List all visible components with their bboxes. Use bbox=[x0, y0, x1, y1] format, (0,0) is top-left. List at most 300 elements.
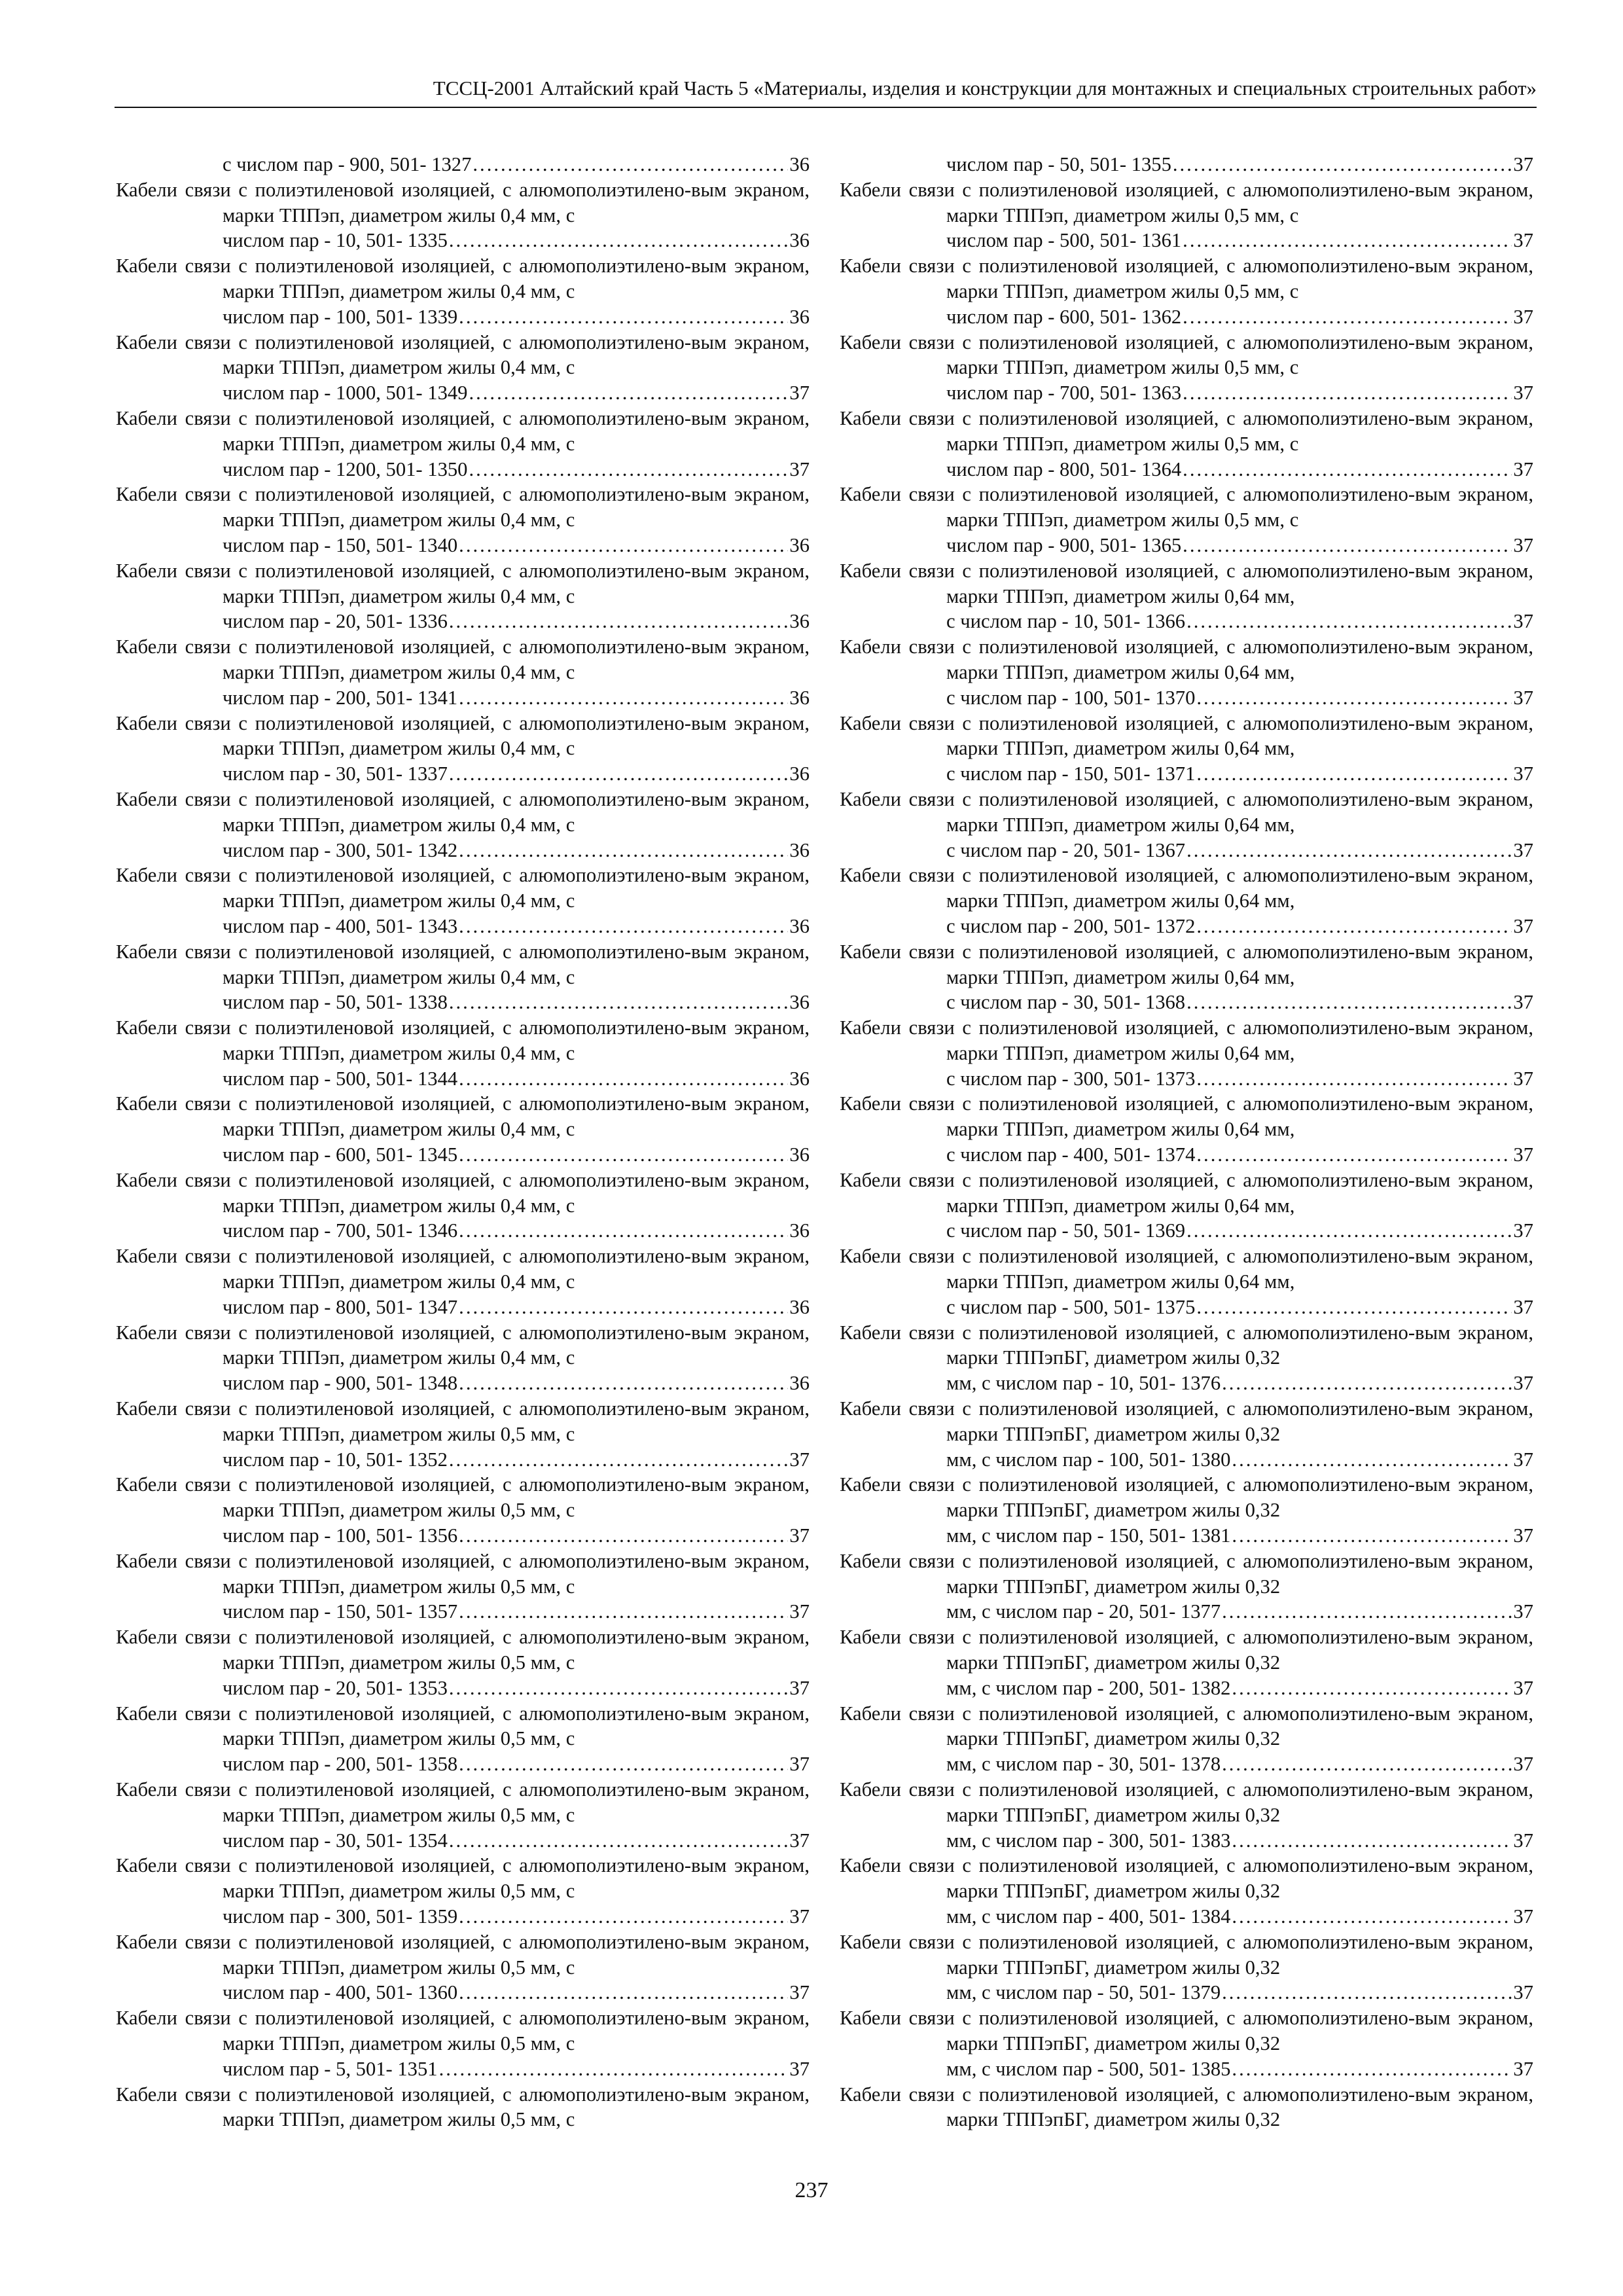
index-entry-text: Кабели связи с полиэтиленовой изоляцией, с алюмополиэтилено-вым экраном, марки ТППэп, диаметром жилы 0,4 мм, с bbox=[116, 1016, 810, 1064]
index-entry-tail: числом пар - 5, 501- 1351 bbox=[223, 2057, 438, 2080]
index-entry-tail: числом пар - 700, 501- 1363 bbox=[946, 382, 1182, 404]
dot-leader bbox=[459, 1066, 788, 1092]
dot-leader bbox=[1186, 1218, 1512, 1244]
dot-leader bbox=[1186, 609, 1512, 634]
index-entry-text: Кабели связи с полиэтиленовой изоляцией, с алюмополиэтилено-вым экраном, марки ТППэп, диаметром жилы 0,4 мм, с bbox=[116, 331, 810, 379]
index-entry bbox=[840, 406, 1533, 482]
index-entry bbox=[116, 863, 810, 939]
index-entry bbox=[840, 1472, 1533, 1548]
index-entry-tail: мм, с числом пар - 300, 501- 1383 bbox=[946, 1829, 1231, 1852]
index-entry-page-ref: 37 bbox=[789, 1829, 810, 1852]
index-entry-text: Кабели связи с полиэтиленовой изоляцией, с алюмополиэтилено-вым экраном, марки ТППэп, диаметром жилы 0,5 мм, с bbox=[116, 2007, 810, 2054]
index-entry-text: Кабели связи с полиэтиленовой изоляцией, с алюмополиэтилено-вым экраном, марки ТППэп, диаметром жилы 0,4 мм, с bbox=[116, 1168, 810, 1217]
index-entry-tail: числом пар - 900, 501- 1348 bbox=[223, 1372, 458, 1395]
index-entry-tail: числом пар - 800, 501- 1347 bbox=[223, 1295, 458, 1318]
index-entry-text: Кабели связи с полиэтиленовой изоляцией, с алюмополиэтилено-вым экраном, марки ТППэп, диаметром жилы 0,4 мм, с bbox=[116, 559, 810, 607]
dot-leader bbox=[1183, 228, 1512, 253]
index-entry-text: Кабели связи с полиэтиленовой изоляцией, с алюмополиэтилено-вым экраном, марки ТППэп, диаметром жилы 0,5 мм, с bbox=[840, 406, 1533, 455]
dot-leader bbox=[449, 609, 789, 634]
index-entry bbox=[116, 1472, 810, 1548]
index-entry-text: Кабели связи с полиэтиленовой изоляцией, с алюмополиэтилено-вым экраном, марки ТППэп, диаметром жилы 0,64 мм, bbox=[840, 1092, 1533, 1141]
index-entry-leader-line bbox=[946, 380, 1533, 406]
dot-leader bbox=[459, 533, 788, 558]
index-entry-leader-line bbox=[223, 990, 810, 1015]
index-entry bbox=[116, 177, 810, 253]
index-entry-leader-line bbox=[946, 685, 1533, 711]
index-entry bbox=[116, 406, 810, 482]
index-entry bbox=[840, 1168, 1533, 1244]
index-entry bbox=[840, 482, 1533, 558]
index-entry-page-ref: 37 bbox=[789, 1905, 810, 1928]
index-entry-tail: с числом пар - 150, 501- 1371 bbox=[946, 762, 1196, 785]
index-entry bbox=[116, 1777, 810, 1853]
index-entry bbox=[840, 2082, 1533, 2133]
index-entry bbox=[840, 863, 1533, 939]
index-entry bbox=[840, 152, 1533, 177]
index-entry-text: Кабели связи с полиэтиленовой изоляцией, с алюмополиэтилено-вым экраном, марки ТППэп, диаметром жилы 0,64 мм, bbox=[840, 1168, 1533, 1217]
index-entry-tail: числом пар - 600, 501- 1345 bbox=[223, 1143, 458, 1166]
dot-leader bbox=[449, 990, 789, 1015]
index-entry-leader-line bbox=[223, 1676, 810, 1701]
index-entry-tail: числом пар - 30, 501- 1354 bbox=[223, 1829, 448, 1852]
index-entry-page-ref: 37 bbox=[1513, 2057, 1533, 2080]
index-entry-leader-line bbox=[223, 380, 810, 406]
index-entry-text: Кабели связи с полиэтиленовой изоляцией, с алюмополиэтилено-вым экраном, марки ТППэп, диаметром жилы 0,5 мм, с bbox=[840, 178, 1533, 226]
index-entry bbox=[840, 1091, 1533, 1167]
index-entry bbox=[840, 1777, 1533, 1853]
index-entry bbox=[116, 1624, 810, 1700]
dot-leader bbox=[1232, 1447, 1512, 1473]
index-entry bbox=[116, 787, 810, 863]
index-entry-leader-line bbox=[946, 1980, 1533, 2005]
index-entry-leader-line bbox=[223, 1295, 810, 1320]
index-entry-tail: числом пар - 100, 501- 1356 bbox=[223, 1524, 458, 1547]
index-entry-tail: числом пар - 100, 501- 1339 bbox=[223, 305, 458, 328]
index-entry-text: Кабели связи с полиэтиленовой изоляцией, с алюмополиэтилено-вым экраном, марки ТППэпБГ, диаметром жилы 0,32 bbox=[840, 1854, 1533, 1903]
dot-leader bbox=[1196, 1142, 1512, 1168]
index-entry bbox=[840, 1929, 1533, 2005]
dot-leader bbox=[1186, 990, 1512, 1015]
index-entry-tail: с числом пар - 200, 501- 1372 bbox=[946, 914, 1196, 937]
index-entry-tail: числом пар - 1000, 501- 1349 bbox=[223, 382, 468, 404]
dot-leader bbox=[1196, 914, 1512, 939]
index-entry bbox=[116, 1549, 810, 1624]
index-entry-text: Кабели связи с полиэтиленовой изоляцией, с алюмополиэтилено-вым экраном, марки ТППэп, диаметром жилы 0,4 мм, с bbox=[116, 406, 810, 455]
index-entry-leader-line bbox=[223, 1980, 810, 2005]
index-entry bbox=[116, 330, 810, 406]
dot-leader bbox=[1222, 1751, 1512, 1777]
index-entry-page-ref: 36 bbox=[789, 838, 810, 861]
index-entry bbox=[116, 939, 810, 1015]
index-entry-leader-line bbox=[223, 152, 810, 177]
index-entry-tail: с числом пар - 30, 501- 1368 bbox=[946, 991, 1186, 1014]
index-entry bbox=[116, 1091, 810, 1167]
index-entry bbox=[840, 1015, 1533, 1091]
index-entry bbox=[116, 1929, 810, 2005]
index-entry-leader-line bbox=[946, 304, 1533, 330]
dot-leader bbox=[459, 914, 788, 939]
index-entry-text: Кабели связи с полиэтиленовой изоляцией, с алюмополиэтилено-вым экраном, марки ТППэп, диаметром жилы 0,4 мм, с bbox=[116, 483, 810, 531]
index-entry-tail: числом пар - 800, 501- 1364 bbox=[946, 457, 1182, 480]
dot-leader bbox=[449, 228, 789, 253]
index-entry bbox=[840, 2005, 1533, 2081]
index-entry-text: Кабели связи с полиэтиленовой изоляцией, с алюмополиэтилено-вым экраном, марки ТППэп, диаметром жилы 0,64 мм, bbox=[840, 636, 1533, 683]
dot-leader bbox=[1183, 533, 1512, 558]
index-entry-text: Кабели связи с полиэтиленовой изоляцией, с алюмополиэтилено-вым экраном, марки ТППэпБГ, диаметром жилы 0,32 bbox=[840, 1626, 1533, 1674]
index-entry-leader-line bbox=[946, 1066, 1533, 1092]
index-entry-tail: числом пар - 20, 501- 1336 bbox=[223, 610, 448, 633]
index-entry-text: Кабели связи с полиэтиленовой изоляцией, с алюмополиэтилено-вым экраном, марки ТППэп, диаметром жилы 0,5 мм, с bbox=[116, 1549, 810, 1598]
index-entry-text: Кабели связи с полиэтиленовой изоляцией, с алюмополиэтилено-вым экраном, марки ТППэпБГ, диаметром жилы 0,32 bbox=[840, 1397, 1533, 1445]
index-entry-page-ref: 37 bbox=[789, 1600, 810, 1623]
index-entry-text: Кабели связи с полиэтиленовой изоляцией, с алюмополиэтилено-вым экраном, марки ТППэп, диаметром жилы 0,4 мм, с bbox=[116, 1092, 810, 1141]
index-entry-tail: числом пар - 150, 501- 1340 bbox=[223, 533, 458, 556]
dot-leader bbox=[1232, 2056, 1512, 2082]
index-entry-tail: числом пар - 500, 501- 1361 bbox=[946, 229, 1182, 252]
dot-leader bbox=[469, 380, 788, 406]
index-entry bbox=[840, 1701, 1533, 1777]
index-entry-leader-line bbox=[946, 2056, 1533, 2082]
index-entry-leader-line bbox=[223, 1447, 810, 1473]
index-entry-leader-line bbox=[946, 1218, 1533, 1244]
dot-leader bbox=[459, 685, 788, 711]
index-entry-text: Кабели связи с полиэтиленовой изоляцией, с алюмополиэтилено-вым экраном, марки ТППэпБГ, диаметром жилы 0,32 bbox=[840, 1473, 1533, 1522]
index-entry-leader-line bbox=[223, 914, 810, 939]
index-entry bbox=[116, 152, 810, 177]
index-entry-page-ref: 37 bbox=[1513, 1905, 1533, 1928]
index-entry-text: Кабели связи с полиэтиленовой изоляцией, с алюмополиэтилено-вым экраном, марки ТППэп, диаметром жилы 0,4 мм, с bbox=[116, 940, 810, 988]
index-entry bbox=[840, 1624, 1533, 1700]
index-entry-page-ref: 37 bbox=[1513, 1600, 1533, 1623]
index-entry-tail: с числом пар - 10, 501- 1366 bbox=[946, 610, 1186, 633]
index-entry-tail: числом пар - 400, 501- 1360 bbox=[223, 1981, 458, 2004]
index-entry-leader-line bbox=[223, 838, 810, 863]
index-entry-tail: мм, с числом пар - 10, 501- 1376 bbox=[946, 1372, 1221, 1395]
index-entry-leader-line bbox=[223, 304, 810, 330]
dot-leader bbox=[1173, 152, 1512, 177]
index-entry-tail: числом пар - 600, 501- 1362 bbox=[946, 305, 1182, 328]
index-entry bbox=[116, 253, 810, 329]
index-entry-page-ref: 37 bbox=[1513, 914, 1533, 937]
index-entry-text: Кабели связи с полиэтиленовой изоляцией, с алюмополиэтилено-вым экраном, марки ТППэп, диаметром жилы 0,5 мм, с bbox=[116, 1854, 810, 1903]
index-entry bbox=[116, 1320, 810, 1396]
index-entry bbox=[116, 711, 810, 787]
index-entry-page-ref: 36 bbox=[789, 762, 810, 785]
index-entry-tail: числом пар - 900, 501- 1365 bbox=[946, 533, 1182, 556]
index-entry-text: Кабели связи с полиэтиленовой изоляцией, с алюмополиэтилено-вым экраном, марки ТППэпБГ, диаметром жилы 0,32 bbox=[840, 2083, 1533, 2131]
dot-leader bbox=[459, 1751, 788, 1777]
index-entry-leader-line bbox=[223, 1904, 810, 1929]
index-entry-tail: числом пар - 200, 501- 1358 bbox=[223, 1753, 458, 1776]
index-entry bbox=[840, 939, 1533, 1015]
index-entry-text: Кабели связи с полиэтиленовой изоляцией, с алюмополиэтилено-вым экраном, марки ТППэпБГ, диаметром жилы 0,32 bbox=[840, 2007, 1533, 2054]
index-entry-leader-line bbox=[946, 761, 1533, 787]
index-entry-tail: с числом пар - 300, 501- 1373 bbox=[946, 1067, 1196, 1090]
index-entry-text: Кабели связи с полиэтиленовой изоляцией, с алюмополиэтилено-вым экраном, марки ТППэп, диаметром жилы 0,5 мм, с bbox=[840, 331, 1533, 379]
dot-leader bbox=[449, 1676, 789, 1701]
index-entry-leader-line bbox=[223, 1828, 810, 1854]
dot-leader bbox=[1196, 1066, 1512, 1092]
page-number: 237 bbox=[794, 2178, 829, 2202]
index-entry-text: Кабели связи с полиэтиленовой изоляцией, с алюмополиэтилено-вым экраном, марки ТППэп, диаметром жилы 0,5 мм, с bbox=[116, 2083, 810, 2131]
index-entry-leader-line bbox=[223, 1142, 810, 1168]
index-entry-leader-line bbox=[946, 1676, 1533, 1701]
index-entry-leader-line bbox=[223, 457, 810, 482]
index-entry-text: Кабели связи с полиэтиленовой изоляцией, с алюмополиэтилено-вым экраном, марки ТППэп, диаметром жилы 0,64 мм, bbox=[840, 787, 1533, 836]
index-entry-page-ref: 37 bbox=[1513, 1219, 1533, 1242]
document-title: ТССЦ-2001 Алтайский край Часть 5 «Материалы, изделия и конструкции для монтажных и специальных строительных работ» bbox=[433, 77, 1537, 99]
index-entry-tail: числом пар - 200, 501- 1341 bbox=[223, 686, 458, 709]
index-entry bbox=[840, 1396, 1533, 1472]
dot-leader bbox=[1196, 1295, 1512, 1320]
index-entry-tail: числом пар - 300, 501- 1359 bbox=[223, 1905, 458, 1928]
index-entry-text: Кабели связи с полиэтиленовой изоляцией, с алюмополиэтилено-вым экраном, марки ТППэпБГ, диаметром жилы 0,32 bbox=[840, 1702, 1533, 1750]
dot-leader bbox=[1222, 1980, 1512, 2005]
index-entry-page-ref: 36 bbox=[789, 305, 810, 328]
index-entry-page-ref: 36 bbox=[789, 610, 810, 633]
index-entry-text: Кабели связи с полиэтиленовой изоляцией, с алюмополиэтилено-вым экраном, марки ТППэп, диаметром жилы 0,5 мм, с bbox=[116, 1778, 810, 1826]
dot-leader bbox=[439, 2056, 789, 2082]
index-entry-text: Кабели связи с полиэтиленовой изоляцией, с алюмополиэтилено-вым экраном, марки ТППэп, диаметром жилы 0,4 мм, с bbox=[116, 1321, 810, 1369]
index-entry-leader-line bbox=[946, 533, 1533, 558]
index-entry-leader-line bbox=[946, 609, 1533, 634]
index-entry-page-ref: 37 bbox=[789, 1448, 810, 1471]
index-entry-page-ref: 37 bbox=[1513, 382, 1533, 404]
index-entry-text: Кабели связи с полиэтиленовой изоляцией, с алюмополиэтилено-вым экраном, марки ТППэп, диаметром жилы 0,4 мм, с bbox=[116, 178, 810, 226]
index-entry-page-ref: 37 bbox=[789, 457, 810, 480]
index-entry bbox=[116, 482, 810, 558]
index-entry-leader-line bbox=[223, 685, 810, 711]
index-entry-leader-line bbox=[946, 1751, 1533, 1777]
dot-leader bbox=[459, 304, 788, 330]
index-entry-tail: мм, с числом пар - 100, 501- 1380 bbox=[946, 1448, 1231, 1471]
index-entry bbox=[116, 634, 810, 710]
index-entry-page-ref: 37 bbox=[789, 382, 810, 404]
index-entry-text: Кабели связи с полиэтиленовой изоляцией, с алюмополиэтилено-вым экраном, марки ТППэп, диаметром жилы 0,4 мм, с bbox=[116, 636, 810, 683]
index-entry-text: Кабели связи с полиэтиленовой изоляцией, с алюмополиэтилено-вым экраном, марки ТППэп, диаметром жилы 0,4 мм, с bbox=[116, 864, 810, 912]
index-entry-text: Кабели связи с полиэтиленовой изоляцией, с алюмополиэтилено-вым экраном, марки ТППэп, диаметром жилы 0,5 мм, с bbox=[840, 255, 1533, 302]
index-entry-leader-line bbox=[223, 1599, 810, 1624]
index-entry-page-ref: 36 bbox=[789, 1295, 810, 1318]
index-entry bbox=[116, 1015, 810, 1091]
index-entry-tail: мм, с числом пар - 50, 501- 1379 bbox=[946, 1981, 1221, 2004]
index-column-left bbox=[116, 152, 810, 2132]
dot-leader bbox=[459, 1142, 788, 1168]
index-entry-page-ref: 37 bbox=[1513, 1067, 1533, 1090]
index-entry bbox=[116, 1244, 810, 1319]
page-header bbox=[115, 75, 1537, 108]
dot-leader bbox=[1222, 1371, 1512, 1396]
index-entry-page-ref: 37 bbox=[1513, 1143, 1533, 1166]
index-entry-page-ref: 37 bbox=[1513, 305, 1533, 328]
index-entry-page-ref: 36 bbox=[789, 914, 810, 937]
index-entry-text: Кабели связи с полиэтиленовой изоляцией, с алюмополиэтилено-вым экраном, марки ТППэп, диаметром жилы 0,64 мм, bbox=[840, 559, 1533, 607]
index-entry-tail: числом пар - 50, 501- 1355 bbox=[946, 153, 1171, 175]
dot-leader bbox=[449, 1828, 789, 1854]
index-entry-page-ref: 36 bbox=[789, 1372, 810, 1395]
index-entry-tail: с числом пар - 100, 501- 1370 bbox=[946, 686, 1196, 709]
index-entry-page-ref: 37 bbox=[1513, 991, 1533, 1014]
index-entry-page-ref: 36 bbox=[789, 686, 810, 709]
dot-leader bbox=[1232, 1828, 1512, 1854]
index-entry-page-ref: 37 bbox=[789, 1676, 810, 1699]
index-entry-leader-line bbox=[223, 1066, 810, 1092]
index-entry-tail: числом пар - 20, 501- 1353 bbox=[223, 1676, 448, 1699]
index-entry bbox=[116, 2005, 810, 2081]
index-entry-tail: числом пар - 10, 501- 1335 bbox=[223, 229, 448, 252]
dot-leader bbox=[459, 838, 788, 863]
index-entry-text: Кабели связи с полиэтиленовой изоляцией, с алюмополиэтилено-вым экраном, марки ТППэп, диаметром жилы 0,4 мм, с bbox=[116, 711, 810, 760]
index-entry-tail: мм, с числом пар - 30, 501- 1378 bbox=[946, 1753, 1221, 1776]
index-entry-leader-line bbox=[946, 1523, 1533, 1549]
index-entry-leader-line bbox=[946, 1447, 1533, 1473]
index-entry bbox=[840, 1549, 1533, 1624]
index-entry-text: Кабели связи с полиэтиленовой изоляцией, с алюмополиэтилено-вым экраном, марки ТППэп, диаметром жилы 0,4 мм, с bbox=[116, 787, 810, 836]
index-entry-text: Кабели связи с полиэтиленовой изоляцией, с алюмополиэтилено-вым экраном, марки ТППэп, диаметром жилы 0,5 мм, с bbox=[116, 1930, 810, 1979]
index-entry-text: Кабели связи с полиэтиленовой изоляцией, с алюмополиэтилено-вым экраном, марки ТППэп, диаметром жилы 0,4 мм, с bbox=[116, 255, 810, 302]
dot-leader bbox=[459, 1599, 788, 1624]
index-entry-tail: с числом пар - 900, 501- 1327 bbox=[223, 153, 472, 175]
index-entry-page-ref: 37 bbox=[1513, 153, 1533, 175]
index-entry bbox=[840, 711, 1533, 787]
index-entry-page-ref: 37 bbox=[1513, 838, 1533, 861]
index-entry-text: Кабели связи с полиэтиленовой изоляцией, с алюмополиэтилено-вым экраном, марки ТППэп, диаметром жилы 0,64 мм, bbox=[840, 1245, 1533, 1293]
index-entry-leader-line bbox=[946, 228, 1533, 253]
index-entry-leader-line bbox=[223, 1523, 810, 1549]
dot-leader bbox=[1196, 761, 1512, 787]
dot-leader bbox=[1232, 1904, 1512, 1929]
index-entry bbox=[840, 1853, 1533, 1929]
index-entry-leader-line bbox=[223, 228, 810, 253]
index-entry bbox=[840, 558, 1533, 634]
index-entry-page-ref: 37 bbox=[789, 2057, 810, 2080]
index-entry bbox=[116, 2082, 810, 2133]
index-entry-page-ref: 37 bbox=[1513, 229, 1533, 252]
index-entry-leader-line bbox=[946, 457, 1533, 482]
index-entry-text: Кабели связи с полиэтиленовой изоляцией, с алюмополиэтилено-вым экраном, марки ТППэпБГ, диаметром жилы 0,32 bbox=[840, 1930, 1533, 1979]
index-entry-text: Кабели связи с полиэтиленовой изоляцией, с алюмополиэтилено-вым экраном, марки ТППэп, диаметром жилы 0,64 мм, bbox=[840, 864, 1533, 912]
index-entry-page-ref: 37 bbox=[789, 1981, 810, 2004]
index-entry bbox=[116, 1396, 810, 1472]
index-entry-leader-line bbox=[946, 1371, 1533, 1396]
dot-leader bbox=[449, 1447, 789, 1473]
index-entry-leader-line bbox=[946, 838, 1533, 863]
index-entry-tail: числом пар - 1200, 501- 1350 bbox=[223, 457, 468, 480]
index-entry-leader-line bbox=[223, 2056, 810, 2082]
index-entry-page-ref: 37 bbox=[1513, 533, 1533, 556]
index-entry-page-ref: 37 bbox=[1513, 1981, 1533, 2004]
dot-leader bbox=[459, 1371, 788, 1396]
index-entry-text: Кабели связи с полиэтиленовой изоляцией, с алюмополиэтилено-вым экраном, марки ТППэп, диаметром жилы 0,5 мм, с bbox=[116, 1397, 810, 1445]
dot-leader bbox=[1183, 380, 1512, 406]
index-entry-leader-line bbox=[223, 609, 810, 634]
index-entry-text: Кабели связи с полиэтиленовой изоляцией, с алюмополиэтилено-вым экраном, марки ТППэп, диаметром жилы 0,4 мм, с bbox=[116, 1245, 810, 1293]
dot-leader bbox=[1232, 1523, 1512, 1549]
dot-leader bbox=[459, 1218, 788, 1244]
index-entry-page-ref: 37 bbox=[789, 1524, 810, 1547]
dot-leader bbox=[1183, 304, 1512, 330]
dot-leader bbox=[459, 1523, 788, 1549]
index-entry-leader-line bbox=[946, 1295, 1533, 1320]
index-entry-tail: числом пар - 50, 501- 1338 bbox=[223, 991, 448, 1014]
index-entry-text: Кабели связи с полиэтиленовой изоляцией, с алюмополиэтилено-вым экраном, марки ТППэп, диаметром жилы 0,5 мм, с bbox=[116, 1473, 810, 1522]
index-entry-page-ref: 37 bbox=[789, 1753, 810, 1776]
dot-leader bbox=[1183, 457, 1512, 482]
dot-leader bbox=[459, 1980, 788, 2005]
index-entry-page-ref: 36 bbox=[789, 991, 810, 1014]
dot-leader bbox=[1186, 838, 1512, 863]
index-entry-leader-line bbox=[946, 152, 1533, 177]
index-column-right bbox=[840, 152, 1533, 2132]
index-entry-text: Кабели связи с полиэтиленовой изоляцией, с алюмополиэтилено-вым экраном, марки ТППэп, диаметром жилы 0,5 мм, с bbox=[116, 1626, 810, 1674]
index-entry-tail: числом пар - 30, 501- 1337 bbox=[223, 762, 448, 785]
index-entry bbox=[116, 558, 810, 634]
index-entry-leader-line bbox=[223, 761, 810, 787]
index-entry-page-ref: 37 bbox=[1513, 457, 1533, 480]
dot-leader bbox=[449, 761, 789, 787]
index-entry-leader-line bbox=[946, 1904, 1533, 1929]
index-entry-text: Кабели связи с полиэтиленовой изоляцией, с алюмополиэтилено-вым экраном, марки ТППэп, диаметром жилы 0,5 мм, с bbox=[116, 1702, 810, 1750]
index-entry-tail: числом пар - 500, 501- 1344 bbox=[223, 1067, 458, 1090]
index-entry-tail: с числом пар - 50, 501- 1369 bbox=[946, 1219, 1186, 1242]
index-entry-leader-line bbox=[223, 1218, 810, 1244]
index-entry-tail: мм, с числом пар - 500, 501- 1385 bbox=[946, 2057, 1231, 2080]
index-entry bbox=[840, 1244, 1533, 1319]
dot-leader bbox=[459, 1904, 788, 1929]
index-entry-leader-line bbox=[946, 1599, 1533, 1624]
index-entry-page-ref: 36 bbox=[789, 1143, 810, 1166]
index-entry-page-ref: 36 bbox=[789, 1067, 810, 1090]
index-entry-page-ref: 37 bbox=[1513, 1753, 1533, 1776]
index-entry-page-ref: 36 bbox=[789, 153, 810, 175]
index-entry-page-ref: 37 bbox=[1513, 1829, 1533, 1852]
index-entry-leader-line bbox=[946, 1142, 1533, 1168]
dot-leader bbox=[1232, 1676, 1512, 1701]
index-entry-tail: мм, с числом пар - 400, 501- 1384 bbox=[946, 1905, 1231, 1928]
index-entry bbox=[840, 330, 1533, 406]
index-entry bbox=[116, 1853, 810, 1929]
index-entry-tail: мм, с числом пар - 200, 501- 1382 bbox=[946, 1676, 1231, 1699]
index-entry-page-ref: 37 bbox=[1513, 762, 1533, 785]
dot-leader bbox=[1196, 685, 1512, 711]
index-entry-tail: числом пар - 400, 501- 1343 bbox=[223, 914, 458, 937]
index-entry-leader-line bbox=[223, 1371, 810, 1396]
index-entry-page-ref: 36 bbox=[789, 229, 810, 252]
index-entry-tail: числом пар - 300, 501- 1342 bbox=[223, 838, 458, 861]
index-entry-tail: числом пар - 150, 501- 1357 bbox=[223, 1600, 458, 1623]
index-entry-tail: с числом пар - 500, 501- 1375 bbox=[946, 1295, 1196, 1318]
index-entry-text: Кабели связи с полиэтиленовой изоляцией, с алюмополиэтилено-вым экраном, марки ТППэп, диаметром жилы 0,5 мм, с bbox=[840, 483, 1533, 531]
index-entry-tail: с числом пар - 20, 501- 1367 bbox=[946, 838, 1186, 861]
index-entry-page-ref: 37 bbox=[1513, 610, 1533, 633]
index-entry-leader-line bbox=[223, 1751, 810, 1777]
index-entry-tail: числом пар - 700, 501- 1346 bbox=[223, 1219, 458, 1242]
index-entry-tail: мм, с числом пар - 20, 501- 1377 bbox=[946, 1600, 1221, 1623]
index-entry bbox=[840, 787, 1533, 863]
index-entry-text: Кабели связи с полиэтиленовой изоляцией, с алюмополиэтилено-вым экраном, марки ТППэп, диаметром жилы 0,64 мм, bbox=[840, 940, 1533, 988]
index-entry-leader-line bbox=[946, 990, 1533, 1015]
index-entry bbox=[840, 177, 1533, 253]
index-entry-page-ref: 37 bbox=[1513, 686, 1533, 709]
index-entry-tail: числом пар - 10, 501- 1352 bbox=[223, 1448, 448, 1471]
index-entry-page-ref: 36 bbox=[789, 1219, 810, 1242]
index-entry bbox=[116, 1701, 810, 1777]
index-entry-text: Кабели связи с полиэтиленовой изоляцией, с алюмополиэтилено-вым экраном, марки ТППэпБГ, диаметром жилы 0,32 bbox=[840, 1549, 1533, 1598]
index-entry-leader-line bbox=[223, 533, 810, 558]
index-entry-text: Кабели связи с полиэтиленовой изоляцией, с алюмополиэтилено-вым экраном, марки ТППэп, диаметром жилы 0,64 мм, bbox=[840, 1016, 1533, 1064]
index-entry-leader-line bbox=[946, 1828, 1533, 1854]
index-entry-text: Кабели связи с полиэтиленовой изоляцией, с алюмополиэтилено-вым экраном, марки ТППэпБГ, диаметром жилы 0,32 bbox=[840, 1321, 1533, 1369]
